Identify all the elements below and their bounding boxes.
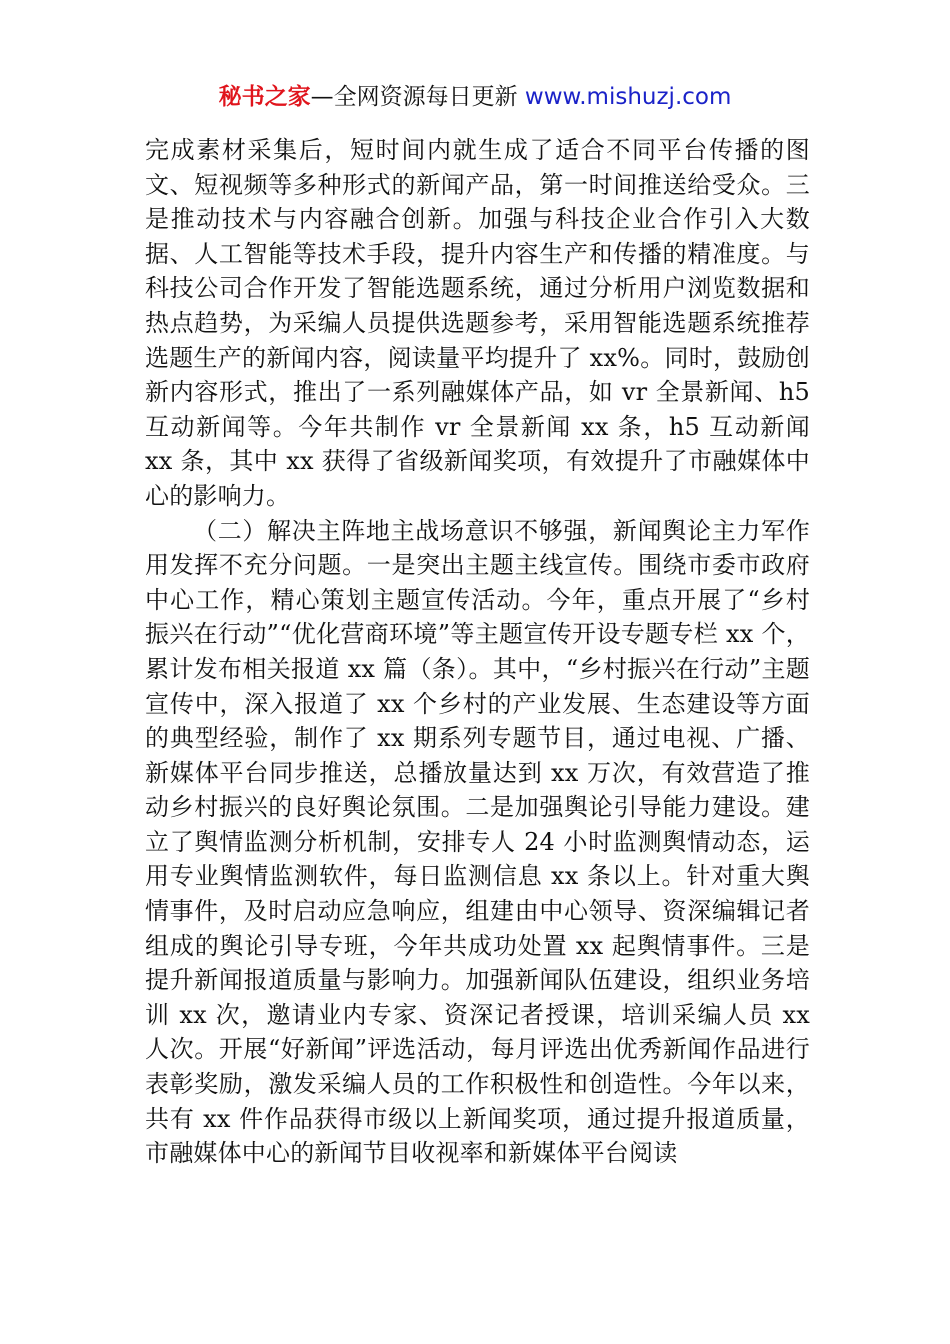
body-paragraph-2: （二）解决主阵地主战场意识不够强，新闻舆论主力军作用发挥不充分问题。一是突出主题主线宣传。围绕市委市政府中心工作，精心策划主题宣传活动。今年，重点开展了“乡村振兴在行动”“优化营商环境”等主题宣传开设专题专栏 xx 个，累计发布相关报道 xx 篇（条）。其中，“乡村振兴在行动”主题宣传中，深入报道了 xx 个乡村的产业发展、生态建设等方面的典型经验，制作了 xx 期系列专题节目，通过电视、广播、新媒体平台同步推送，总播放量达到 xx 万次，有效营造了推动乡村振兴的良好舆论氛围。二是加强舆论引导能力建设。建立了舆情监测分析机制，安排专人 24 小时监测舆情动态，运用专业舆情监测软件，每日监测信息 xx 条以上。针对重大舆情事件，及时启动应急响应，组建由中心领导、资深编辑记者组成的舆论引导专班，今年共成功处置 xx 起舆情事件。三是提升新闻报道质量与影响力。加强新闻队伍建设，组织业务培训 xx 次，邀请业内专家、资深记者授课，培训采编人员 xx 人次。开展“好新闻”评选活动，每月评选出优秀新闻作品进行表彰奖励，激发采编人员的工作积极性和创造性。今年以来，共有 xx 件作品获得市级以上新闻奖项，通过提升报道质量，市融媒体中心的新闻节目收视率和新媒体平台阅读 [145,516,810,1168]
site-url-link[interactable]: www.mishuzj.com [524,84,732,110]
document-body [145,133,810,1171]
page-header [0,80,950,114]
header-tagline: —全网资源每日更新 [310,84,525,110]
brand-name: 秘书之家 [218,84,311,110]
body-paragraph-1: 完成素材采集后，短时间内就生成了适合不同平台传播的图文、短视频等多种形式的新闻产品，第一时间推送给受众。三是推动技术与内容融合创新。加强与科技企业合作引入大数据、人工智能等技术手段，提升内容生产和传播的精准度。与科技公司合作开发了智能选题系统，通过分析用户浏览数据和热点趋势，为采编人员提供选题参考，采用智能选题系统推荐选题生产的新闻内容，阅读量平均提升了 xx%。同时，鼓励创新内容形式，推出了一系列融媒体产品，如 vr 全景新闻、h5 互动新闻等。今年共制作 vr 全景新闻 xx 条，h5 互动新闻 xx 条，其中 xx 获得了省级新闻奖项，有效提升了市融媒体中心的影响力。 [145,136,810,510]
